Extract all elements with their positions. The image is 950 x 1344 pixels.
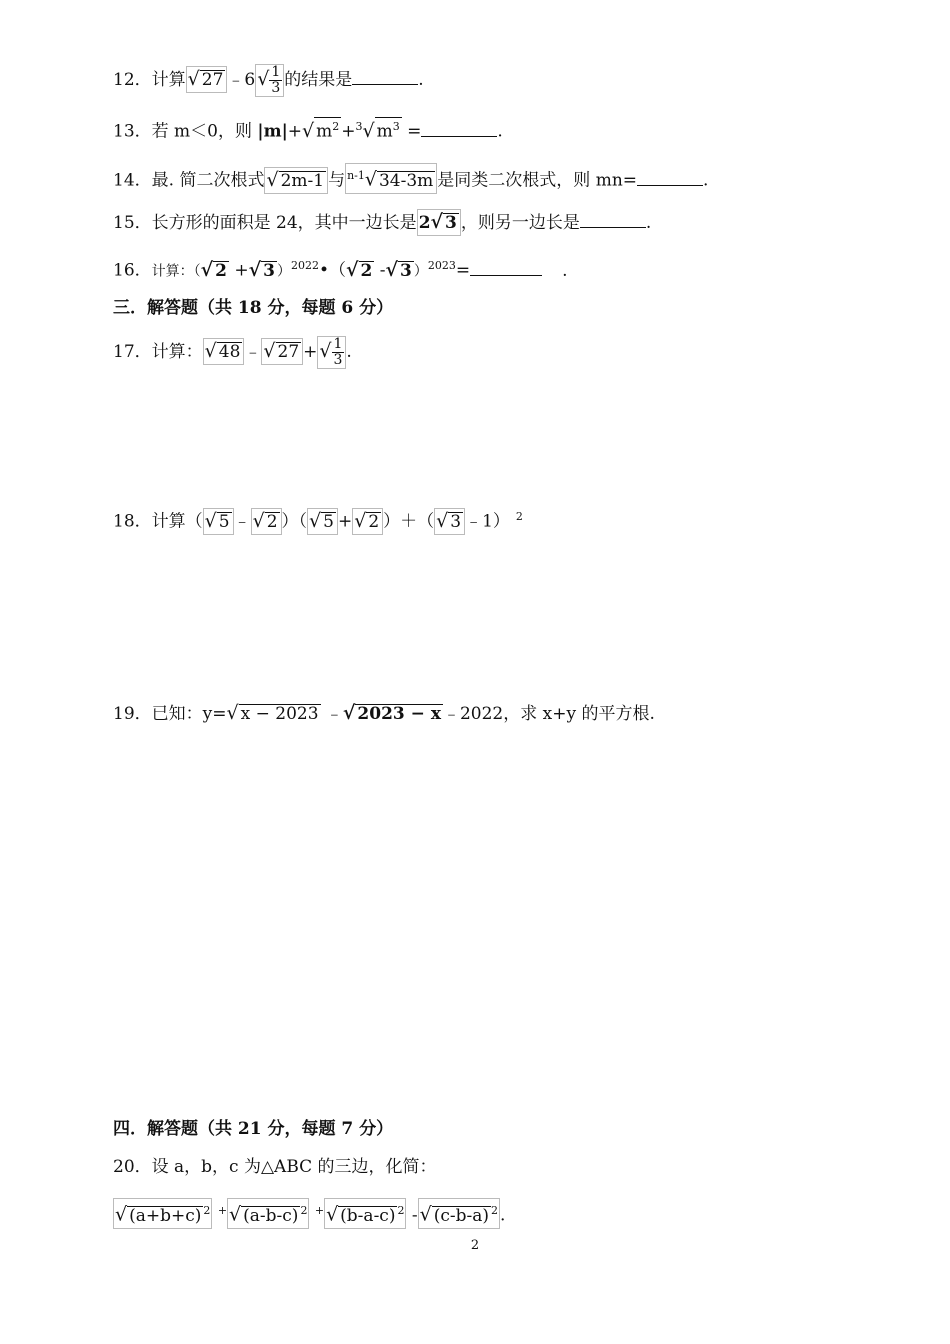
radical-2023-minus-x: √ 2023 − x	[342, 702, 441, 724]
question-13: 13．若 m＜0，则 |m|+√ $m^2 +^3√$ $m^3$ = .	[113, 115, 503, 144]
radical-2: √ 2	[346, 258, 373, 281]
radical-fraction: √ $\frac{1}{3}$	[317, 336, 346, 369]
question-14: 14．最. 简二次根式 √ 2m-1 与 $^{n-1}$√ 34-3m 是同类二次根式，则 mn= .	[113, 163, 708, 194]
radical-m-squared: √ $m^2$	[302, 122, 341, 142]
radical-5: √ 5	[203, 508, 234, 535]
answer-blank	[421, 120, 497, 137]
question-20: 20．设 a，b，c 为△ABC 的三边，化简：	[113, 1157, 437, 1177]
radical-27: √ 27	[186, 66, 228, 93]
radical-48: √ 48	[203, 338, 245, 365]
radical-27: √ 27	[261, 338, 303, 365]
cube-root-m-cubed: √ $m^3$	[362, 122, 401, 142]
page-number: 2	[470, 1238, 480, 1253]
section-3-heading: 三．解答题（共 18 分，每题 6 分）	[113, 298, 394, 318]
question-15: 15．长方形的面积是 24，其中一边长是 2√ 3 ，则另一边长是 .	[113, 209, 651, 236]
answer-blank	[580, 211, 646, 228]
radical-2: √ 2	[200, 258, 227, 281]
question-16: 16．计算：（√ 2 +√ 3 ）$^{2022}$•（√ 2 -√ 3 ）$^{2023}$= .	[113, 258, 568, 281]
nth-root-34-3m: $^{n-1}$√ 34-3m	[345, 163, 437, 194]
radical-3: √ 3	[248, 258, 275, 281]
question-18: 18．计算（ √ 5 ﹣ √ 2 ）（ √ 5 + √ 2 ）＋（ √ 3 ﹣1） $^2$	[113, 505, 523, 535]
radical-2: √ 2	[352, 508, 383, 535]
radical-5: √ 5	[307, 508, 338, 535]
radical-2: √ 2	[251, 508, 282, 535]
answer-blank	[352, 68, 418, 85]
radical-abc-2: √ (a-b-c) $^2$	[227, 1198, 309, 1229]
radical-2-sqrt-3: 2√ 3	[417, 209, 461, 236]
question-20-expression: √ (a+b+c) $^2$ + √ (a-b-c) $^2$ + √ (b-a-c) $^2$ - √ (c-b-a) $^2$ .	[113, 1198, 505, 1229]
radical-3: √ 3	[385, 258, 412, 281]
radical-abc-4: √ (c-b-a) $^2$	[418, 1198, 500, 1229]
question-17: 17．计算： √ 48 ﹣ √ 27 + √ $\frac{1}{3}$ .	[113, 336, 352, 368]
answer-blank	[637, 169, 703, 186]
radical-3: √ 3	[434, 508, 465, 535]
radical-abc-1: √ (a+b+c) $^2$	[113, 1198, 212, 1229]
question-12: 12．计算 √ 27 ﹣6 √ $\frac{1}{3}$ 的结果是 .	[113, 64, 424, 96]
answer-blank	[470, 259, 542, 276]
radical-x-minus-2023: √ x − 2023	[226, 702, 319, 724]
radical-abc-3: √ (b-a-c) $^2$	[324, 1198, 406, 1229]
question-19: 19．已知：y=√ x − 2023 ﹣√ 2023 − x ﹣2022，求 x+y 的平方根.	[113, 702, 655, 724]
radical-fraction: √ $\frac{1}{3}$	[255, 64, 284, 97]
radical-2m-1: √ 2m-1	[264, 167, 328, 194]
section-4-heading: 四．解答题（共 21 分，每题 7 分）	[113, 1119, 394, 1139]
